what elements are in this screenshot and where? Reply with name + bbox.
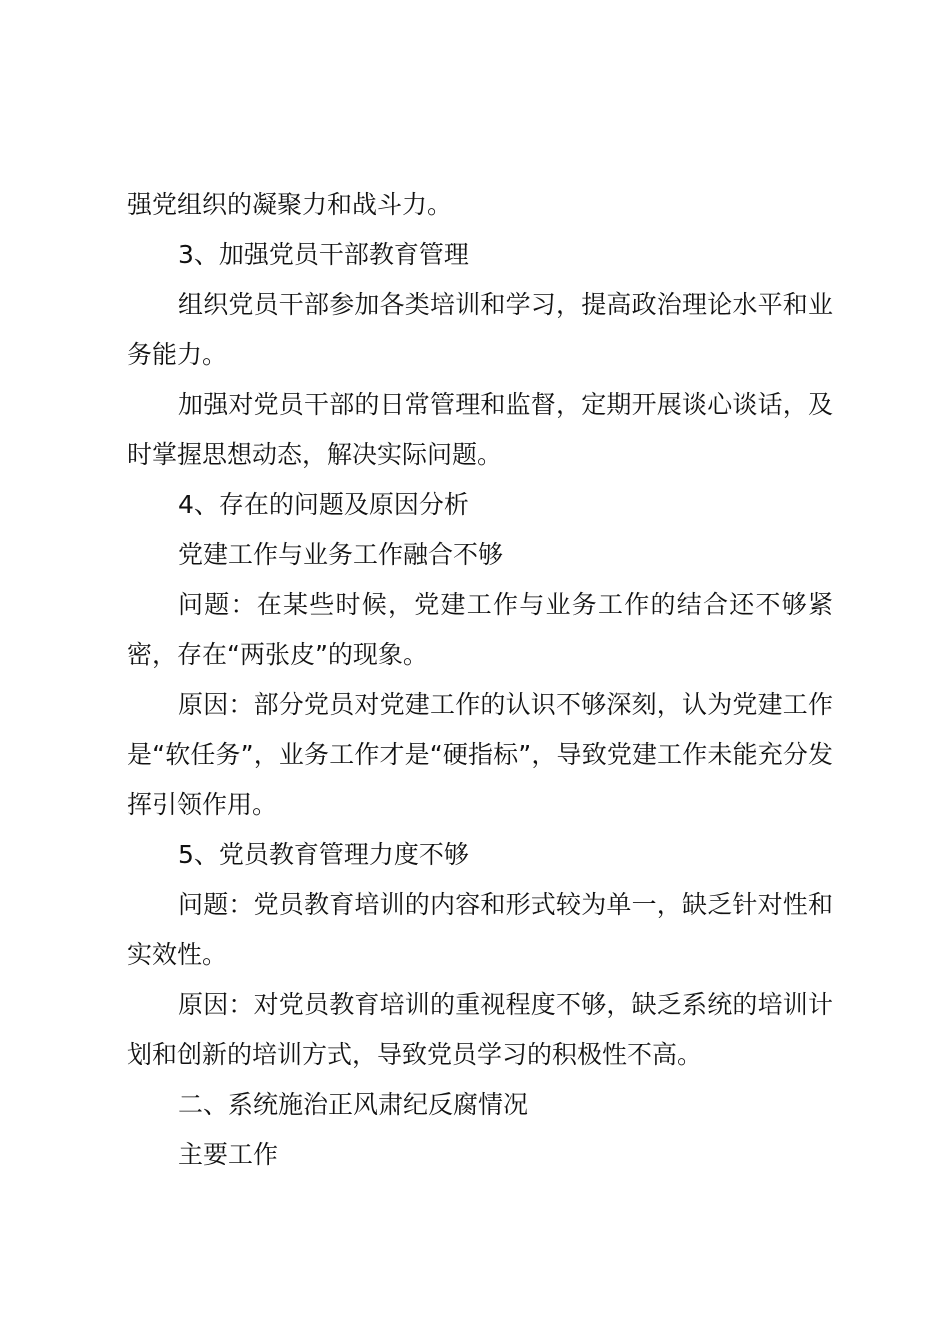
document-body: [127, 180, 833, 1180]
section-heading-5: 5、党员教育管理力度不够: [178, 840, 469, 869]
paragraph-continuation: 强党组织的凝聚力和战斗力。: [127, 190, 453, 219]
paragraph-training: 组织党员干部参加各类培训和学习，提高政治理论水平和业务能力。: [127, 290, 833, 369]
paragraph-cause-2: 原因：对党员教育培训的重视程度不够，缺乏系统的培训计划和创新的培训方式，导致党员学习的积极性不高。: [127, 990, 833, 1069]
paragraph-supervision: 加强对党员干部的日常管理和监督，定期开展谈心谈话，及时掌握思想动态，解决实际问题。: [127, 390, 833, 469]
paragraph-problem-1: 问题：在某些时候，党建工作与业务工作的结合还不够紧密，存在“两张皮”的现象。: [127, 590, 833, 669]
paragraph-cause-1: 原因：部分党员对党建工作的认识不够深刻，认为党建工作是“软任务”，业务工作才是“硬指标”，导致党建工作未能充分发挥引领作用。: [127, 690, 833, 819]
section-heading-4: 4、存在的问题及原因分析: [178, 490, 469, 519]
section-heading-2: 二、系统施治正风肃纪反腐情况: [178, 1090, 529, 1119]
subheading-main-work: 主要工作: [178, 1140, 279, 1169]
subheading-integration: 党建工作与业务工作融合不够: [178, 540, 504, 569]
section-heading-3: 3、加强党员干部教育管理: [178, 240, 469, 269]
paragraph-problem-2: 问题：党员教育培训的内容和形式较为单一，缺乏针对性和实效性。: [127, 890, 833, 969]
